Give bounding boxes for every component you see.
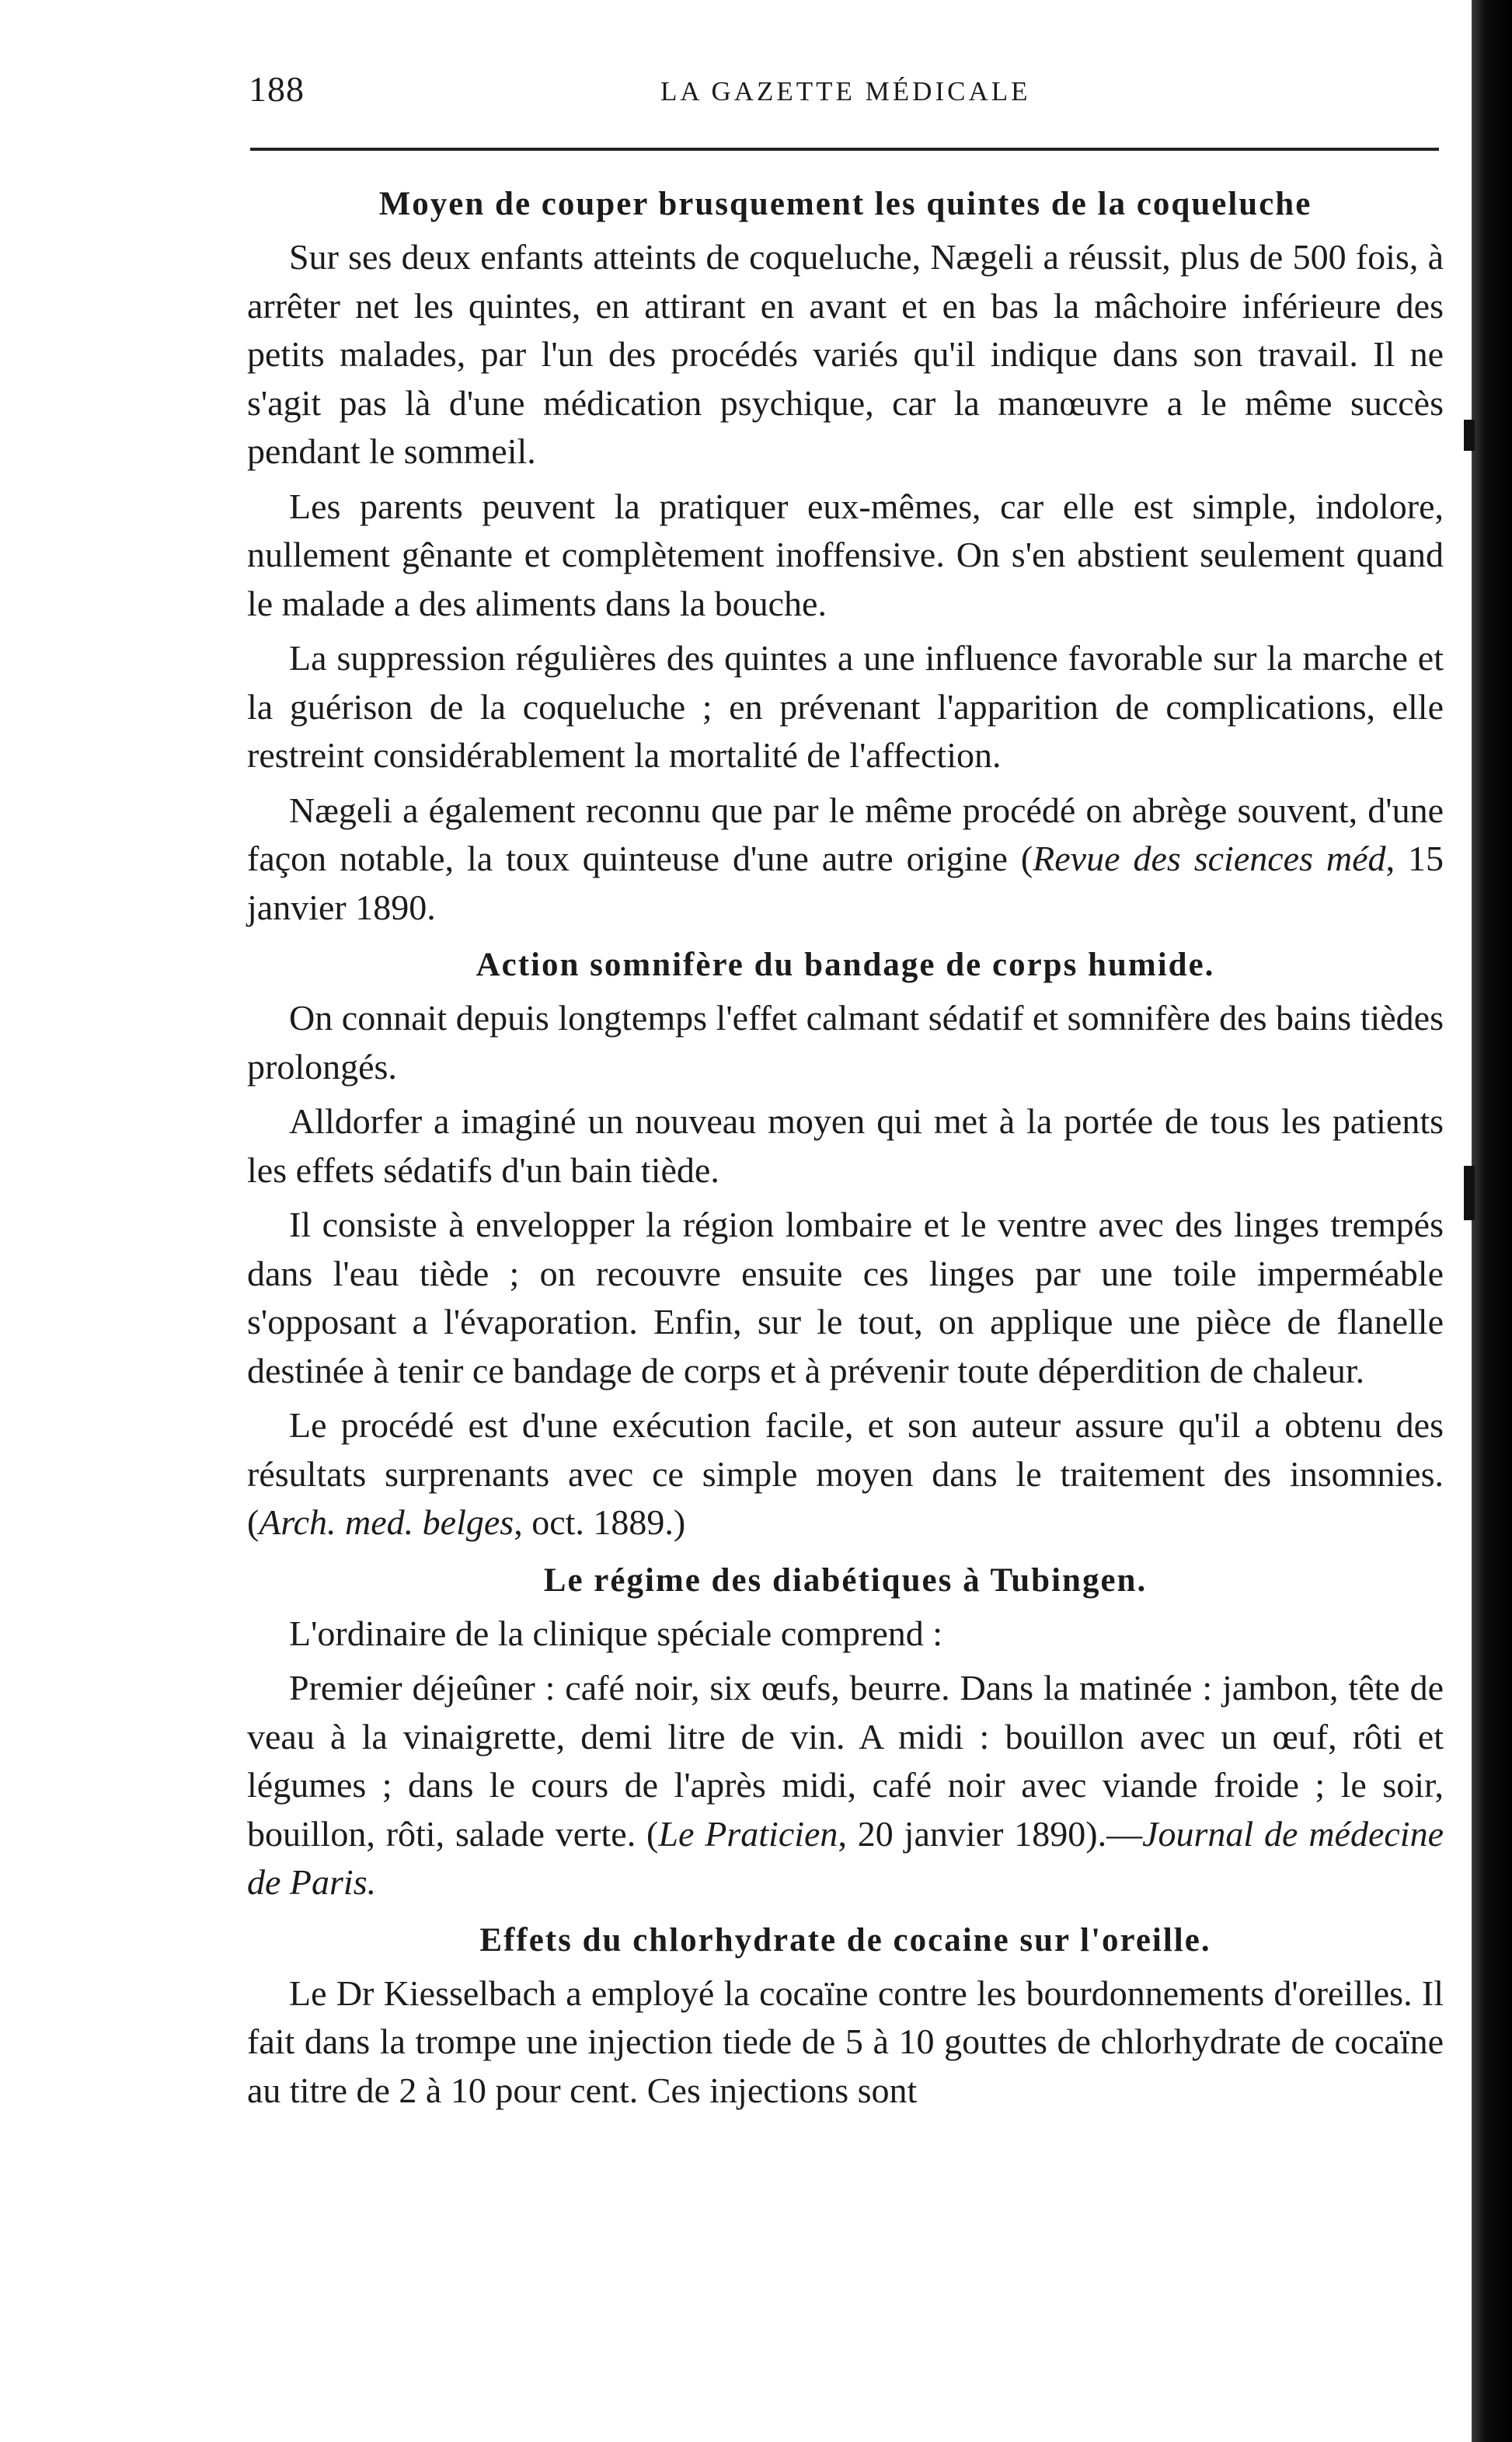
section-title: Effets du chlorhydrate de cocaine sur l'oreille. [479, 1921, 1211, 1959]
paragraph-text: Le procédé est d'une exécution facile, et son auteur assure qu'il a obtenu des résultats surprenants avec ce simple moyen dans le traitement des insomnies. ( [247, 1405, 1444, 1542]
paragraph [247, 1401, 1444, 1547]
section-diabetiques [247, 1557, 1444, 1907]
paragraph: L'ordinaire de la clinique spéciale comprend : [289, 1613, 943, 1653]
paragraph: Alldorfer a imaginé un nouveau moyen qui met à la portée de tous les patients les effets sédatifs d'un bain tiède. [247, 1101, 1444, 1190]
section-coqueluche [247, 180, 1444, 932]
scan-speck [1464, 1166, 1475, 1220]
citation-source: Arch. med. belges [259, 1502, 514, 1542]
paragraph-text: Nægeli a également reconnu que par le même procédé on abrège souvent, d'une façon notable, la toux quinteuse d'une autre origine [247, 790, 1444, 878]
citation-open: ( [1020, 839, 1033, 878]
paragraph [247, 787, 1444, 933]
section-title: Action somnifère du bandage de corps humide. [476, 947, 1215, 983]
citation-rest: , 20 janvier 1890).— [838, 1813, 1143, 1854]
section-title: Moyen de couper brusquement les quintes de la coqueluche [378, 186, 1312, 222]
paragraph: Le Dr Kiesselbach a employé la cocaïne contre les bourdonnements d'oreilles. Il fait dans la trompe une injection tiede de 5 à 10 gouttes de chlorhydrate de cocaïne au titre de 2 à 10 pour cent. Ces injections sont [247, 1973, 1444, 2110]
page-number: 188 [249, 69, 305, 109]
paragraph [247, 1664, 1444, 1907]
paragraph-text: Premier déjeûner : café noir, six œufs, beurre. Dans la matinée : jambon, tête de veau à la vinaigrette, demi litre de vin. A midi : bouillon avec un œuf, rôti et légumes ; dans le cours de l'après midi, café noir avec viande froide ; le soir, bouillon, rôti, salade verte. ( [247, 1668, 1444, 1854]
citation-source: Le Praticien [658, 1813, 838, 1854]
citation-source: Revue des sciences méd [1033, 839, 1386, 878]
paragraph: La suppression régulières des quintes a une influence favorable sur la marche et la guérison de la coqueluche ; en prévenant l'apparition de complications, elle restreint considérablement la mortalité de l'affection. [247, 638, 1444, 775]
citation-rest: , 15 janvier 1890. [247, 839, 1444, 927]
section-title: Le régime des diabétiques à Tubingen. [543, 1561, 1148, 1599]
page-edge-shadow [1472, 0, 1512, 2442]
section-cocaine [247, 1917, 1444, 2116]
scan-speck [1464, 420, 1475, 451]
paragraph: Sur ses deux enfants atteints de coqueluche, Nægeli a réussit, plus de 500 fois, à arrêter net les quintes, en attirant en avant et en bas la mâchoire inférieure des petits malades, par l'un des procédés variés qu'il indique dans son travail. Il ne s'agit pas là d'une médication psychique, car la manœuvre a le même succès pendant le sommeil. [247, 237, 1444, 471]
citation-source: Journal de médecine de Paris. [247, 1813, 1444, 1902]
paragraph: On connait depuis longtemps l'effet calmant sédatif et somnifère des bains tièdes prolongés. [247, 998, 1444, 1087]
header-rule [250, 148, 1439, 151]
paragraph: Les parents peuvent la pratiquer eux-mêmes, car elle est simple, indolore, nullement gênante et complètement inoffensive. On s'en abstient seulement quand le malade a des aliments dans la bouche. [247, 486, 1444, 623]
paragraph: Il consiste à envelopper la région lombaire et le ventre avec des linges trempés dans l'eau tiède ; on recouvre ensuite ces linges par une toile imperméable s'opposant a l'évaporation. Enfin, sur le tout, on applique une pièce de flanelle destinée à tenir ce bandage de corps et à prévenir toute déperdition de chaleur. [247, 1205, 1444, 1390]
citation-rest: , oct. 1889.) [514, 1502, 686, 1542]
page-header [249, 68, 1445, 123]
running-head: LA GAZETTE MÉDICALE [660, 76, 1031, 106]
section-bandage [247, 941, 1444, 1547]
article-body [247, 180, 1444, 2121]
